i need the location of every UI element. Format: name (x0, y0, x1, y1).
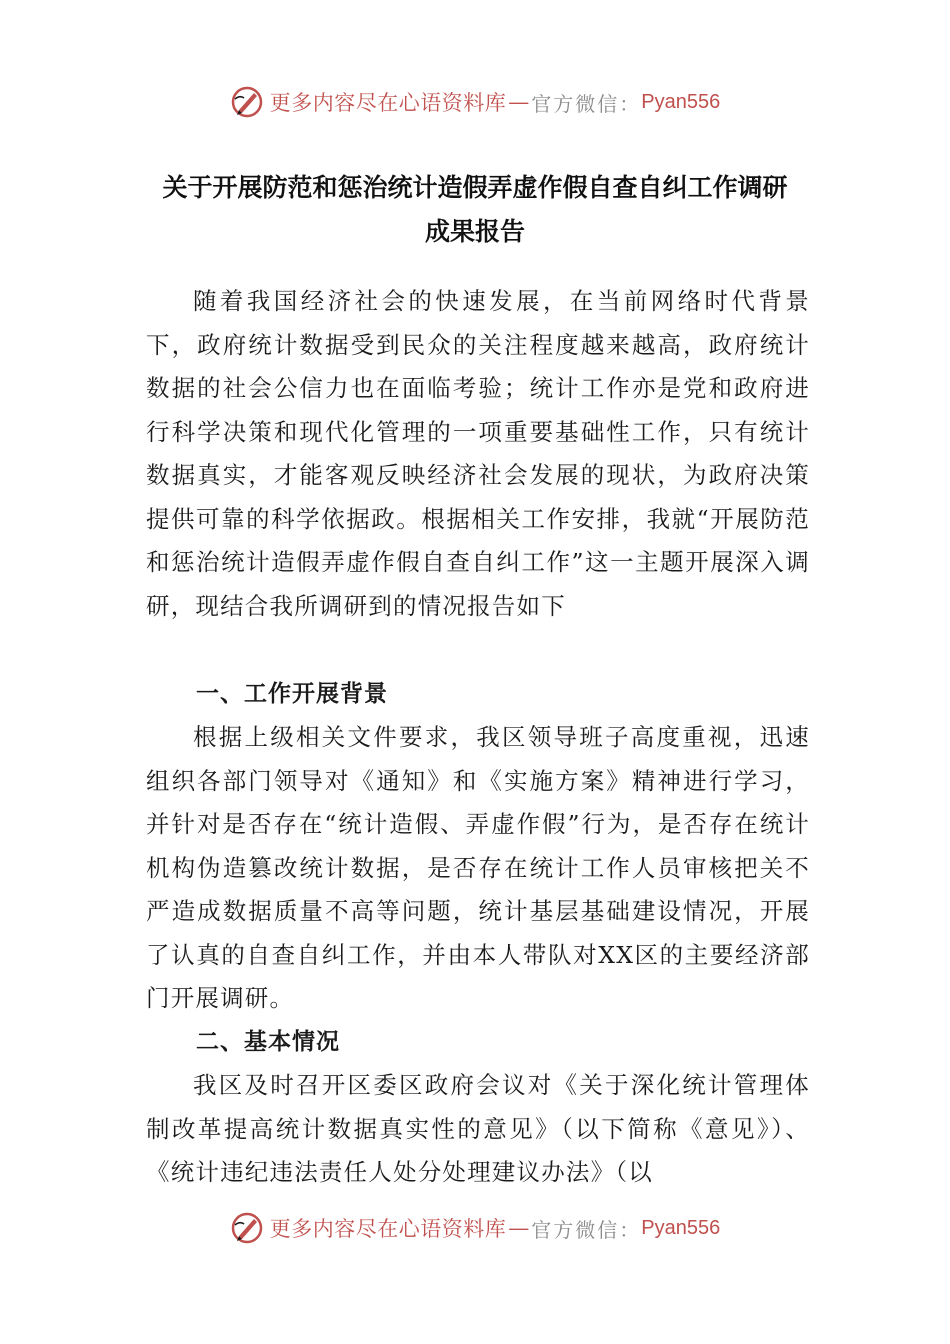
pen-logo-icon (230, 85, 264, 119)
section2-paragraph: 我区及时召开区委区政府会议对《关于深化统计管理体制改革提高统计数据真实性的意见》（以下简称《意见》）、《统计违纪违法责任人处分处理建议办法》（以 (146, 1071, 810, 1186)
document-title-line2: 成果报告 (424, 217, 525, 246)
banner-wechat-label: 官方微信： (531, 1217, 642, 1242)
banner-wechat-id: Pyan556 (641, 90, 721, 113)
banner-text: 更多内容尽在心语资料库 (269, 1217, 507, 1241)
banner-text: 更多内容尽在心语资料库 (269, 91, 507, 115)
banner-dash: — (508, 90, 530, 114)
section1-heading: 一、工作开展背景 (196, 681, 388, 707)
banner-wechat-label: 官方微信： (531, 91, 642, 116)
document-title-line1: 关于开展防范和惩治统计造假弄虚作假自查自纠工作调研 (162, 173, 788, 202)
banner-dash: — (508, 1216, 530, 1240)
section1-paragraph: 根据上级相关文件要求，我区领导班子高度重视，迅速组织各部门领导对《通知》和《实施方案》精神进行学习，并针对是否存在“统计造假、弄虚作假”行为，是否存在统计机构伪造篡改统计数据，是否存在统计工作人员审核把关不严造成数据质量不高等问题，统计基层基础建设情况，开展了认真的自查自纠工作，并由本人带队对XX区的主要经济部门开展调研。 (146, 723, 810, 1012)
header-banner (0, 82, 950, 122)
intro-paragraph: 随着我国经济社会的快速发展，在当前网络时代背景下，政府统计数据受到民众的关注程度越来越高，政府统计数据的社会公信力也在面临考验；统计工作亦是党和政府进行科学决策和现代化管理的一项重要基础性工作，只有统计数据真实，才能客观反映经济社会发展的现状，为政府决策提供可靠的科学依据政。根据相关工作安排，我就“开展防范和惩治统计造假弄虚作假自查自纠工作”这一主题开展深入调研，现结合我所调研到的情况报告如下 (146, 287, 810, 620)
banner-wechat-id: Pyan556 (641, 1216, 721, 1239)
pen-logo-icon (230, 1211, 264, 1245)
footer-banner (0, 1208, 950, 1248)
section2-heading: 二、基本情况 (196, 1029, 340, 1055)
